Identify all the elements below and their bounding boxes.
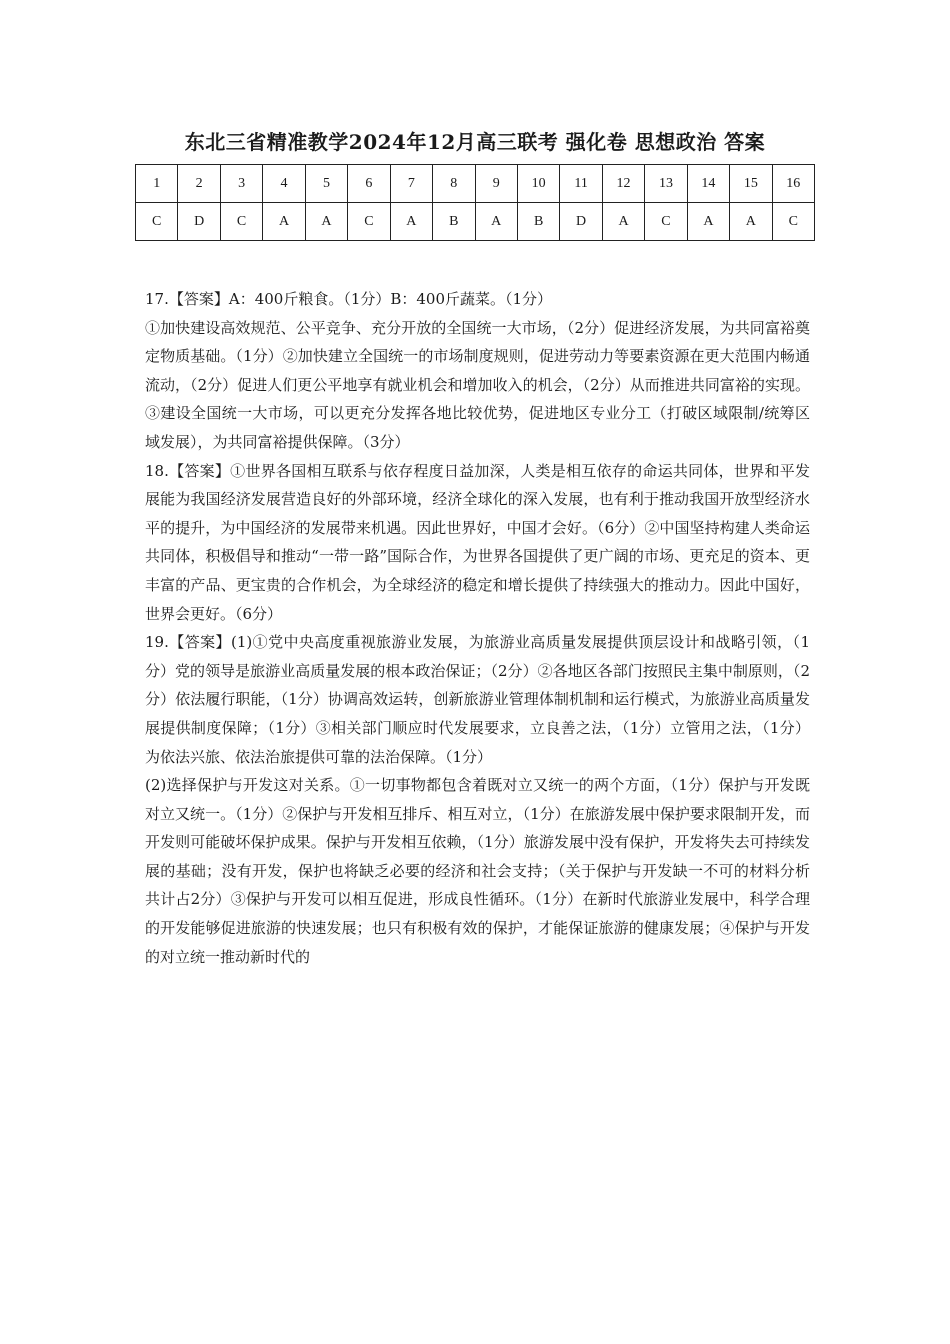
question-number-cell: 15 [730, 165, 772, 203]
question-number-row [136, 165, 815, 203]
answer-cell: C [136, 203, 178, 241]
question-number-cell: 12 [602, 165, 644, 203]
answer-cell: C [772, 203, 814, 241]
answer-cell: B [517, 203, 559, 241]
question-number-cell: 6 [348, 165, 390, 203]
answer-table [135, 164, 815, 241]
question-number-cell: 3 [220, 165, 262, 203]
answer-cell: A [475, 203, 517, 241]
answer-cell: C [220, 203, 262, 241]
answer-cell: A [390, 203, 432, 241]
answer-explanations [145, 285, 810, 971]
question-number-cell: 16 [772, 165, 814, 203]
question-number-cell: 7 [390, 165, 432, 203]
answer-cell: A [730, 203, 772, 241]
answer-row [136, 203, 815, 241]
answer-cell: C [348, 203, 390, 241]
answer-cell: D [178, 203, 220, 241]
question-number-cell: 1 [136, 165, 178, 203]
answer-cell: C [645, 203, 687, 241]
question-number-cell: 14 [687, 165, 729, 203]
question-number-cell: 4 [263, 165, 305, 203]
q19-answer-part2: (2)选择保护与开发这对关系。①一切事物都包含着既对立又统一的两个方面，（1分）保护与开发既对立又统一。（1分）②保护与开发相互排斥、相互对立，（1分）在旅游发展中保护要求限制开发，而开发则可能破坏保护成果。保护与开发相互依赖，（1分）旅游发展中没有保护，开发将失去可持续发展的基础；没有开发，保护也将缺乏必要的经济和社会支持；（关于保护与开发缺一不可的材料分析共计占2分）③保护与开发可以相互促进，形成良性循环。（1分）在新时代旅游业发展中，科学合理的开发能够促进旅游的快速发展；也只有积极有效的保护，才能保证旅游的健康发展；④保护与开发的对立统一推动新时代的 [145, 776, 810, 966]
question-number-cell: 10 [517, 165, 559, 203]
answer-cell: A [263, 203, 305, 241]
q19-answer-part1: 19.【答案】(1)①党中央高度重视旅游业发展，为旅游业高质量发展提供顶层设计和战略引领，（1分）党的领导是旅游业高质量发展的根本政治保证；（2分）②各地区各部门按照民主集中制原则，（2分）依法履行职能，（1分）协调高效运转，创新旅游业管理体制机制和运行模式，为旅游业高质量发展提供制度保障；（1分）③相关部门顺应时代发展要求，立良善之法，（1分）立管用之法，（1分）为依法兴旅、依法治旅提供可靠的法治保障。（1分） [145, 633, 810, 766]
answer-cell: B [433, 203, 475, 241]
answer-cell: D [560, 203, 602, 241]
question-number-cell: 2 [178, 165, 220, 203]
answer-cell: A [602, 203, 644, 241]
answer-cell: A [305, 203, 347, 241]
question-number-cell: 9 [475, 165, 517, 203]
q18-answer: 18.【答案】①世界各国相互联系与依存程度日益加深，人类是相互依存的命运共同体，世界和平发展能为我国经济发展营造良好的外部环境，经济全球化的深入发展，也有利于推动我国开放型经济水平的提升，为中国经济的发展带来机遇。因此世界好，中国才会好。（6分）②中国坚持构建人类命运共同体，积极倡导和推动“一带一路”国际合作，为世界各国提供了更广阔的市场、更充足的资本、更丰富的产品、更宝贵的合作机会，为全球经济的稳定和增长提供了持续强大的推动力。因此中国好，世界会更好。（6分） [145, 461, 810, 623]
question-number-cell: 5 [305, 165, 347, 203]
question-number-cell: 8 [433, 165, 475, 203]
question-number-cell: 13 [645, 165, 687, 203]
document-title: 东北三省精准教学2024年12月高三联考 强化卷 思想政治 答案 [184, 130, 766, 154]
q17-answer-heading: 17.【答案】A：400斤粮食。（1分）B：400斤蔬菜。（1分） [145, 290, 553, 308]
answer-cell: A [687, 203, 729, 241]
q17-answer-body: ①加快建设高效规范、公平竞争、充分开放的全国统一大市场，（2分）促进经济发展，为共同富裕奠定物质基础。（1分）②加快建立全国统一的市场制度规则，促进劳动力等要素资源在更大范围内畅通流动，（2分）促进人们更公平地享有就业机会和增加收入的机会，（2分）从而推进共同富裕的实现。③建设全国统一大市场，可以更充分发挥各地比较优势，促进地区专业分工（打破区域限制/统筹区域发展），为共同富裕提供保障。（3分） [145, 318, 810, 451]
question-number-cell: 11 [560, 165, 602, 203]
